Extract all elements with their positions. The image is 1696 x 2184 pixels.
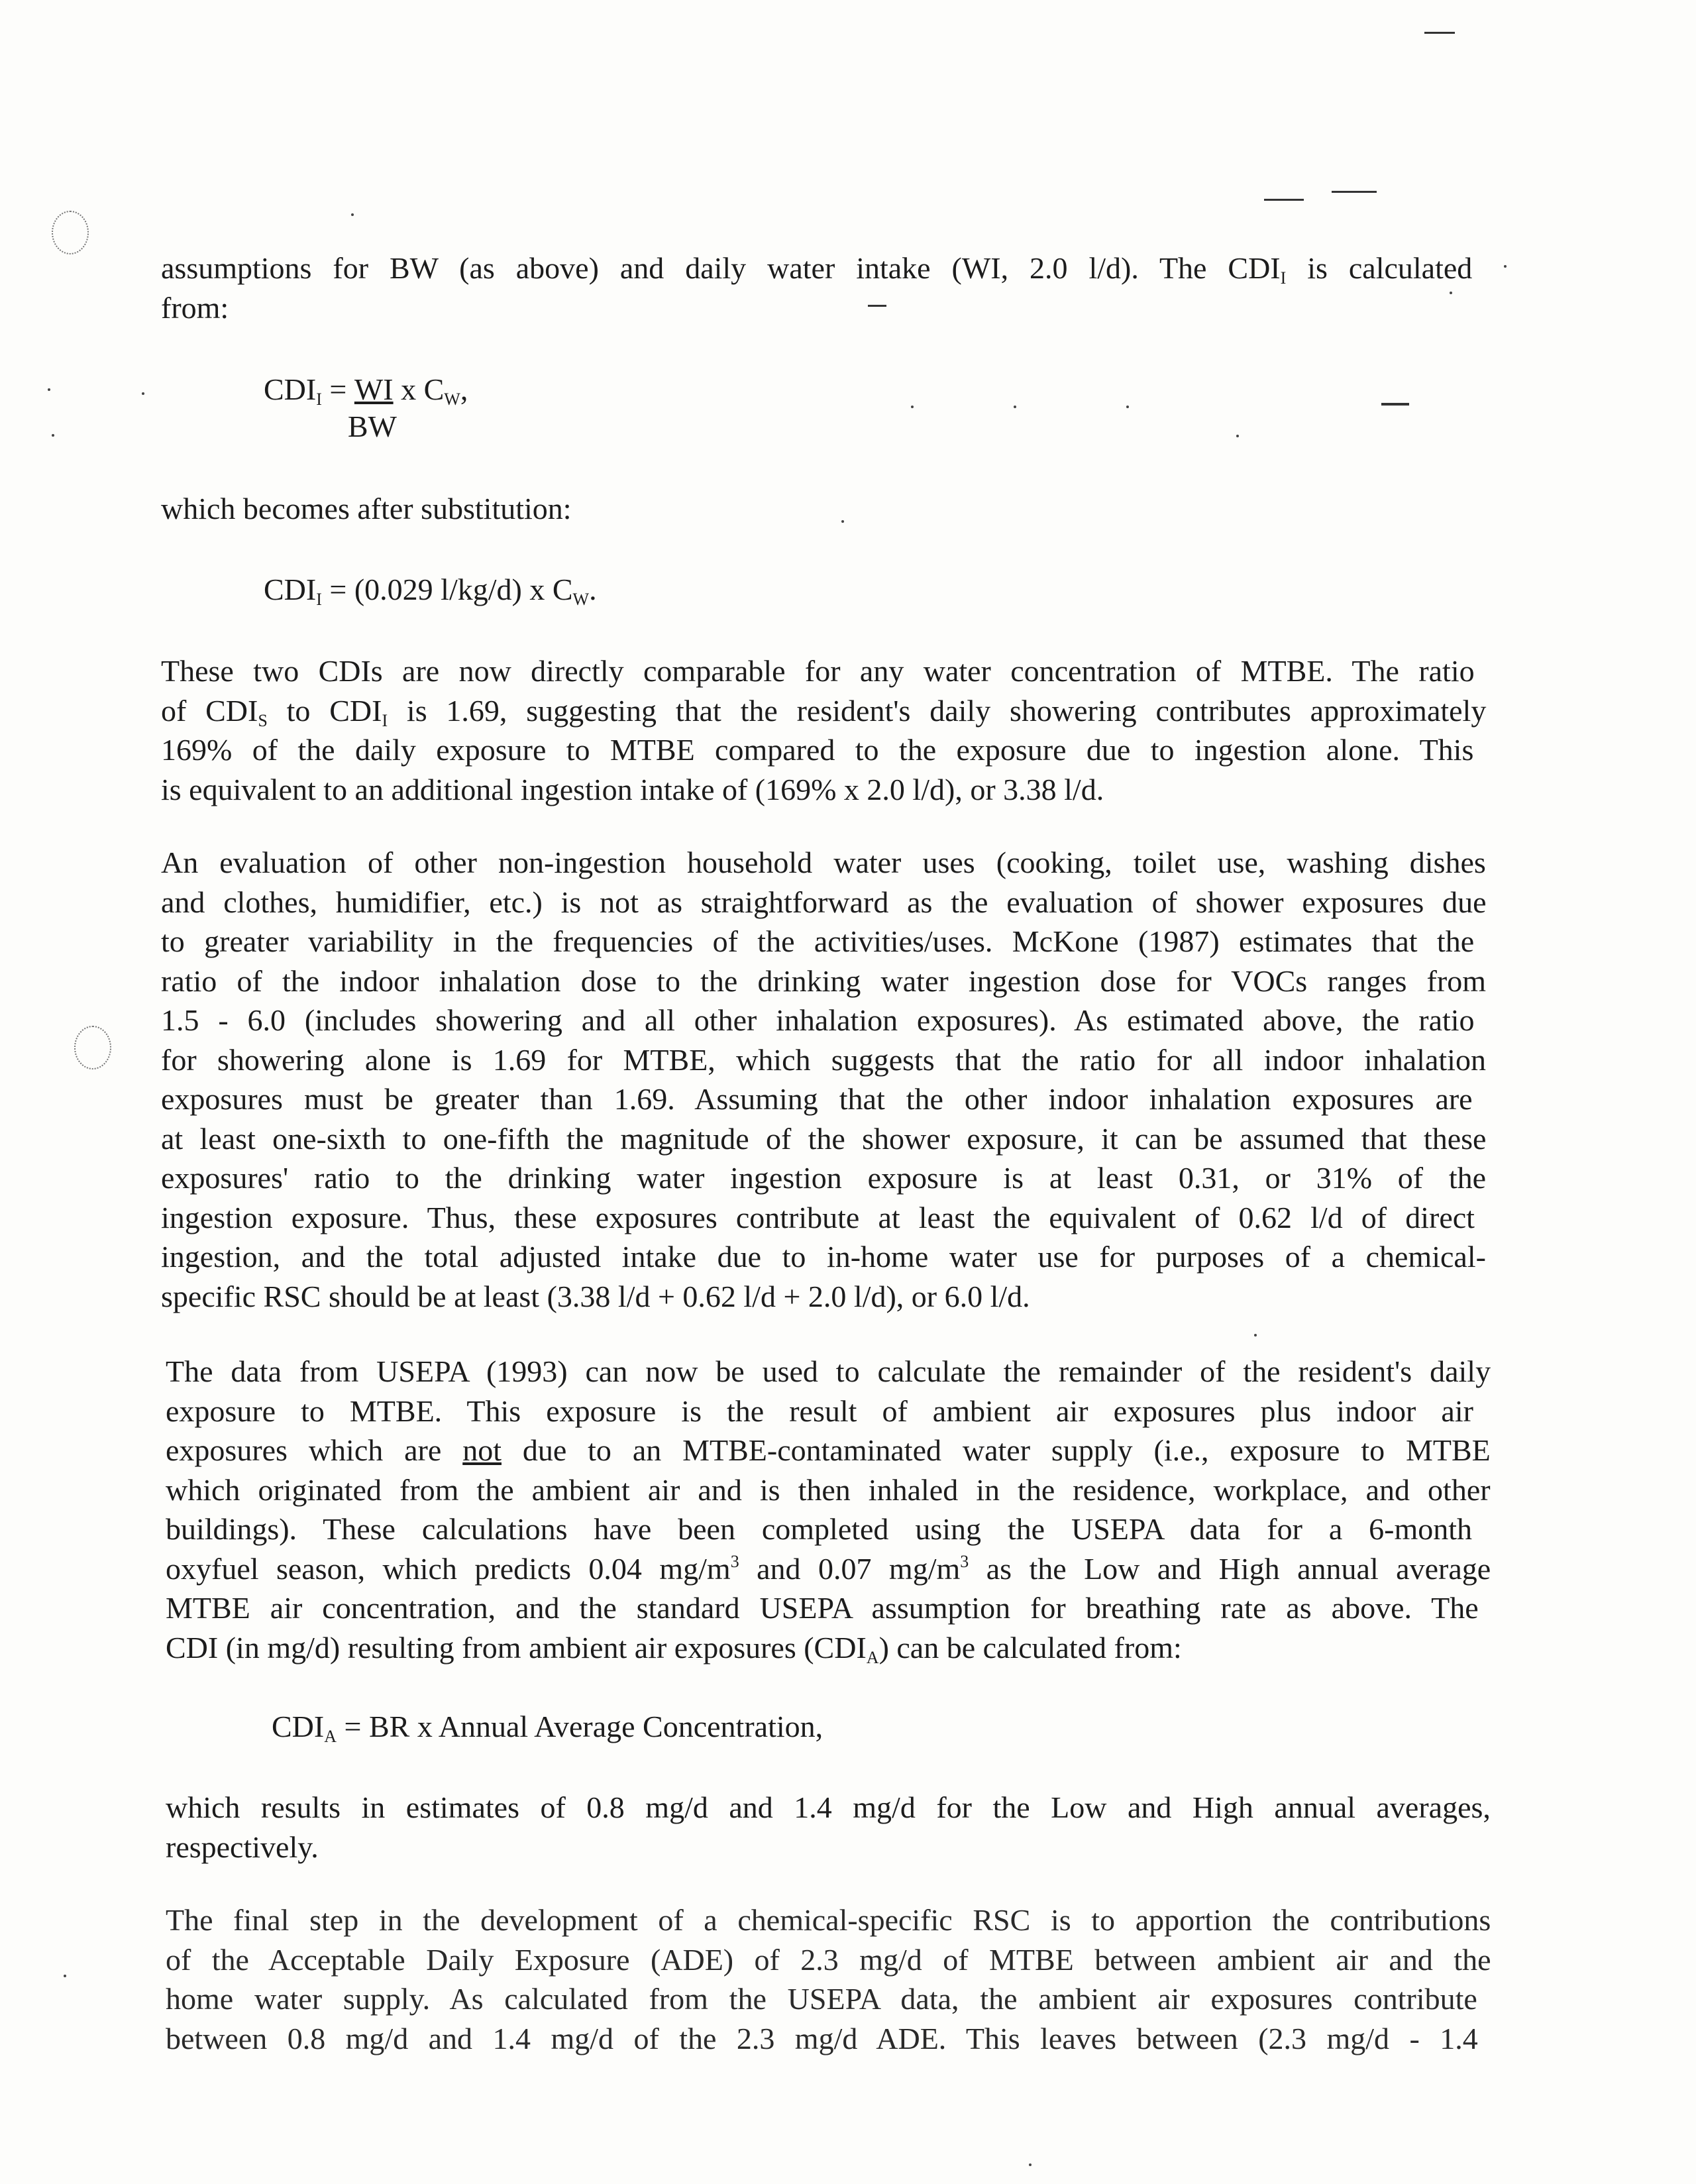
paragraph-intro bbox=[161, 248, 1486, 327]
paragraph-line: ratio of the indoor inhalation dose to the drinking water ingestion dose for VOCs ranges from bbox=[161, 963, 1486, 998]
paragraph-line: which results in estimates of 0.8 mg/d and 1.4 mg/d for the Low and High annual averages, bbox=[166, 1790, 1491, 1824]
paragraph-line: respectively. bbox=[166, 1829, 319, 1864]
paragraph-line: exposures which are not due to an MTBE-contaminated water supply (i.e., exposure to MTBE bbox=[166, 1433, 1491, 1467]
scan-speck bbox=[64, 1975, 66, 1977]
scan-speck bbox=[1504, 265, 1507, 268]
paragraph-substitution bbox=[161, 489, 1486, 529]
fraction bbox=[347, 371, 397, 443]
paragraph-line: at least one-sixth to one-fifth the magnitude of the shower exposure, it can be assumed that these bbox=[161, 1121, 1487, 1156]
scan-speck bbox=[1014, 406, 1016, 408]
paragraph-line: assumptions for BW (as above) and daily water intake (WI, 2.0 l/d). The $CDI_I$ is calculated bbox=[161, 251, 1473, 288]
paragraph-line: oxyfuel season, which predicts 0.04 $mg/m^3$ and 0.07 $mg/m^3$ as the Low and High annual average bbox=[166, 1551, 1491, 1586]
paragraph-line: CDI (in mg/d) resulting from ambient air exposures $(CDI_A)$ can be calculated from: bbox=[166, 1630, 1182, 1667]
paragraph-line: specific RSC should be at least (3.38 l/d + 0.62 l/d + 2.0 l/d), or 6.0 l/d. bbox=[161, 1279, 1030, 1313]
paragraph-line: 1.5 - 6.0 (includes showering and all other inhalation exposures). As estimated above, the ratio bbox=[161, 1003, 1475, 1037]
paragraph-line: to greater variability in the frequencies of the activities/uses. McKone (1987) estimates that the bbox=[161, 924, 1475, 958]
paragraph-line: which becomes after substitution: bbox=[161, 492, 572, 525]
scan-speck bbox=[351, 213, 354, 216]
paragraph-line: exposures' ratio to the drinking water ingestion exposure is at least 0.31, or 31% of the bbox=[161, 1161, 1487, 1195]
scan-mark bbox=[1264, 199, 1304, 201]
paragraph-non-ingestion-uses bbox=[161, 843, 1486, 1316]
paragraph-line: 169% of the daily exposure to MTBE compared to the exposure due to ingestion alone. This bbox=[161, 733, 1474, 767]
paragraph-line: The final step in the development of a chemical-specific RSC is to apportion the contributions bbox=[166, 1903, 1491, 1937]
paragraph-final-step bbox=[166, 1900, 1491, 2058]
paragraph-usepa-data bbox=[166, 1352, 1491, 1667]
paragraph-line: of the Acceptable Daily Exposure (ADE) of 2.3 mg/d of MTBE between ambient air and the bbox=[166, 1942, 1491, 1977]
paragraph-line: for showering alone is 1.69 for MTBE, which suggests that the ratio for all indoor inhalation bbox=[161, 1042, 1486, 1077]
paragraph-cdi-comparison bbox=[161, 651, 1486, 809]
paragraph-line: MTBE air concentration, and the standard USEPA assumption for breathing rate as above. The bbox=[166, 1591, 1479, 1625]
scan-speck bbox=[1254, 1334, 1257, 1337]
paragraph-line: buildings). These calculations have been completed using the USEPA data for a 6-month bbox=[166, 1512, 1472, 1546]
paragraph-line: An evaluation of other non-ingestion household water uses (cooking, toilet use, washing dishes bbox=[161, 846, 1486, 879]
punch-hole-mark bbox=[52, 211, 89, 254]
paragraph-line: of $CDI_S$ to $CDI_I$ is 1.69, suggesting that the resident's daily showering contributes approximately bbox=[161, 693, 1487, 730]
paragraph-line: between 0.8 mg/d and 1.4 mg/d of the 2.3 mg/d ADE. This leaves between (2.3 mg/d - 1.4 bbox=[166, 2021, 1478, 2055]
scan-speck bbox=[48, 388, 50, 391]
scan-speck bbox=[1126, 406, 1129, 408]
equation-cdi-substituted: $CDI_I = (0.029$ l/kg/d) x $C_W$. bbox=[264, 573, 597, 609]
punch-hole-mark bbox=[74, 1026, 111, 1069]
paragraph-line: is equivalent to an additional ingestion intake of (169% x 2.0 l/d), or 3.38 l/d. bbox=[161, 772, 1104, 806]
paragraph-line: which originated from the ambient air and is then inhaled in the residence, workplace, and other bbox=[166, 1472, 1491, 1507]
scan-mark bbox=[1332, 191, 1377, 193]
paragraph-line: ingestion, and the total adjusted intake due to in-home water use for purposes of a chemical- bbox=[161, 1240, 1486, 1274]
scan-speck bbox=[911, 406, 914, 408]
paragraph-line: home water supply. As calculated from the USEPA data, the ambient air exposures contribute bbox=[166, 1982, 1477, 2016]
paragraph-line: and clothes, humidifier, etc.) is not as straightforward as the evaluation of shower exposures due bbox=[161, 885, 1487, 919]
paragraph-line: exposure to MTBE. This exposure is the result of ambient air exposures plus indoor air bbox=[166, 1393, 1473, 1428]
scan-speck bbox=[52, 434, 54, 437]
equation-cdi-ambient: $CDI_A$ = BR x Annual Average Concentration, bbox=[272, 1710, 823, 1746]
scan-speck bbox=[1236, 435, 1239, 437]
paragraph-estimates bbox=[166, 1788, 1491, 1867]
equation-cdi-ingestion: $CDI_I = \frac{WI}{BW}$ x $C_W$, bbox=[264, 371, 468, 408]
scan-speck bbox=[1029, 2163, 1032, 2166]
scan-mark bbox=[1424, 32, 1455, 34]
paragraph-line: The data from USEPA (1993) can now be used to calculate the remainder of the resident's daily bbox=[166, 1354, 1491, 1388]
paragraph-line: These two CDIs are now directly comparable for any water concentration of MTBE. The ratio bbox=[161, 654, 1475, 688]
fraction-numerator: WI bbox=[354, 372, 394, 406]
fraction-denominator: BW bbox=[347, 410, 397, 443]
paragraph-line: from: bbox=[161, 290, 229, 325]
paragraph-line: exposures must be greater than 1.69. Assuming that the other indoor inhalation exposures are bbox=[161, 1082, 1473, 1116]
paragraph-line: ingestion exposure. Thus, these exposures contribute at least the equivalent of 0.62 l/d of direct bbox=[161, 1200, 1475, 1234]
scan-speck bbox=[142, 392, 144, 395]
scan-mark bbox=[1381, 403, 1409, 406]
